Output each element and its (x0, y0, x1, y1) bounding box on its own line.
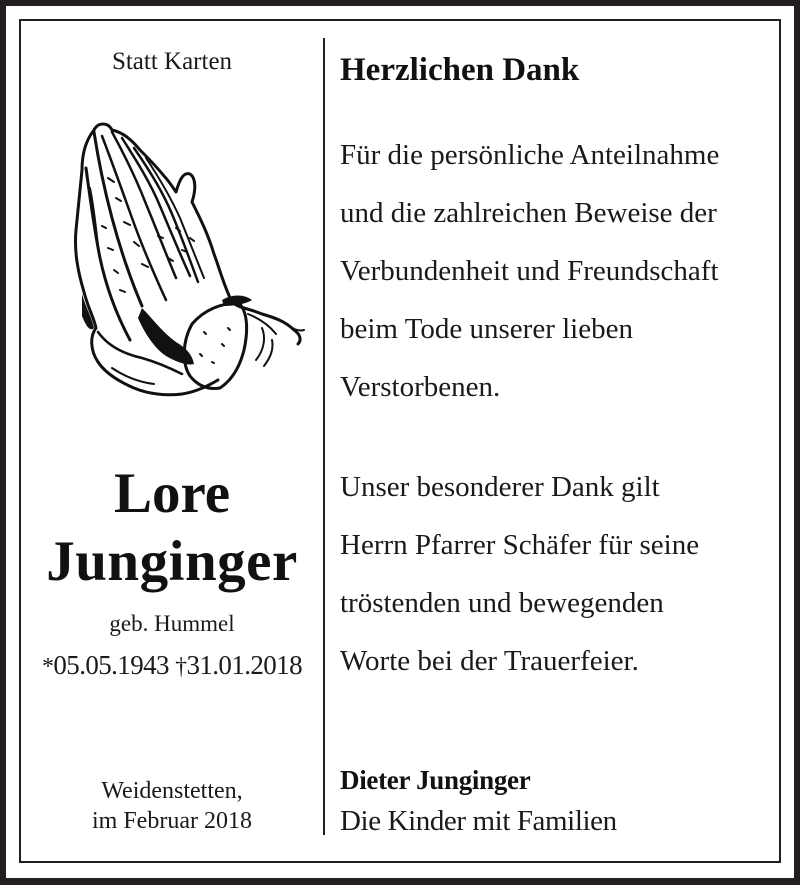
praying-hands-icon (72, 118, 308, 400)
signer-family: Die Kinder mit Familien (340, 805, 617, 837)
birth-date: 05.05.1943 (53, 650, 169, 680)
place: Weidenstetten, (101, 778, 243, 804)
place-and-date (21, 776, 323, 836)
paragraph-line: und die zahlreichen Beweise der (340, 197, 717, 229)
life-dates (21, 648, 323, 684)
deceased-first-name: Lore (113, 462, 231, 525)
death-date: 31.01.2018 (186, 650, 302, 680)
birth-star-icon: * (42, 654, 54, 680)
signer-name: Dieter Junginger (340, 765, 531, 795)
paragraph-line: Herrn Pfarrer Schäfer für seine (340, 529, 700, 561)
paragraph-line: Verbundenheit und Freundschaft (340, 255, 719, 287)
deceased-last-name: Junginger (46, 530, 298, 593)
paragraph-line: Worte bei der Trauerfeier. (340, 645, 639, 677)
headline: Herzlichen Dank (340, 52, 580, 88)
column-divider (323, 38, 325, 835)
notice-date: im Februar 2018 (92, 808, 252, 834)
thanks-paragraph-1 (340, 126, 770, 416)
paragraph-line: tröstenden und bewegenden (340, 587, 664, 619)
statt-karten-header: Statt Karten (111, 48, 233, 75)
death-cross-icon: † (175, 654, 187, 680)
paragraph-line: Verstorbenen. (340, 371, 501, 403)
paragraph-line: Unser besonderer Dank gilt (340, 471, 660, 503)
paragraph-line: beim Tode unserer lieben (340, 313, 633, 345)
paragraph-line: Für die persönliche Anteilnahme (340, 139, 720, 171)
maiden-name: geb. Hummel (109, 611, 235, 636)
thanks-paragraph-2 (340, 458, 770, 690)
